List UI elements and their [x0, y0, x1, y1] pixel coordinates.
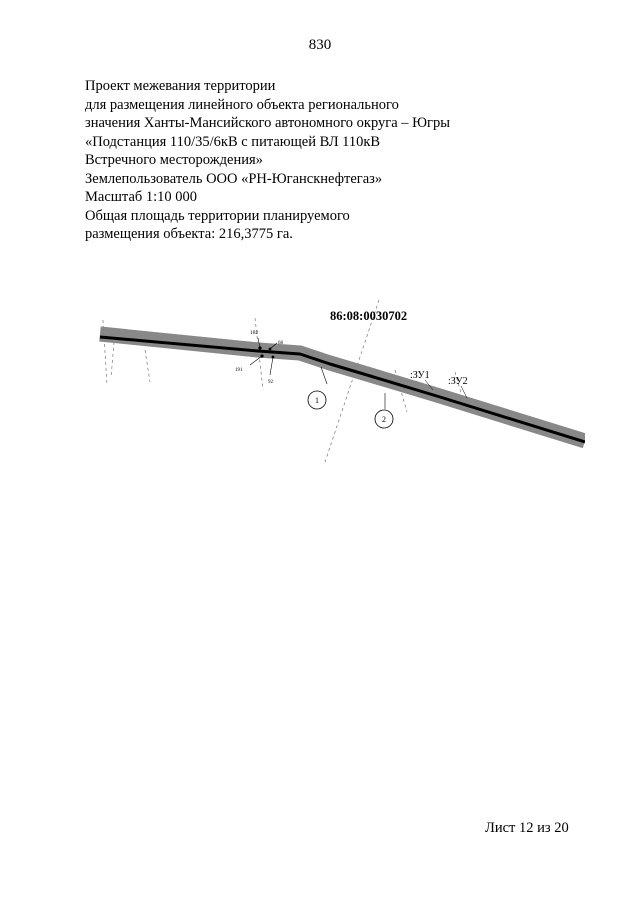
circle-marker-2	[375, 393, 393, 428]
cadastral-quarter-number: 86:08:0030702	[330, 309, 408, 323]
page-number: 830	[308, 37, 332, 53]
header-line: Проект межевания территории	[85, 78, 276, 94]
header-line: значения Ханты-Мансийского автономного округа – Югры	[85, 115, 450, 131]
header-line: для размещения линейного объекта регионального	[85, 96, 399, 113]
header-line: Встречного месторождения»	[85, 152, 263, 168]
header-line: Масштаб 1:10 000	[85, 189, 198, 205]
circle-marker-label: 1	[315, 396, 319, 405]
header-line: Землепользователь ООО «РН-Юганскнефтегаз»	[85, 170, 383, 187]
cadastral-map	[95, 290, 585, 475]
point-label: 92	[268, 380, 273, 385]
header-line: размещения объекта: 216,3775 га.	[85, 226, 293, 242]
circle-marker-label: 2	[382, 415, 386, 424]
point-label: 182	[250, 330, 259, 336]
document-header	[85, 77, 565, 244]
sheet-number: Лист 12 из 20	[485, 820, 569, 836]
header-line: «Подстанция 110/35/6кВ с питающей ВЛ 110кВ	[85, 133, 381, 150]
point-label: 68	[278, 341, 283, 346]
parcel-label: :ЗУ2	[448, 376, 468, 387]
corridor-edge	[100, 334, 585, 441]
circle-marker-1	[308, 367, 327, 409]
header-line: Общая площадь территории планируемого	[85, 207, 350, 224]
parcel-label: :ЗУ1	[410, 370, 430, 381]
point-label: 191	[235, 368, 243, 373]
